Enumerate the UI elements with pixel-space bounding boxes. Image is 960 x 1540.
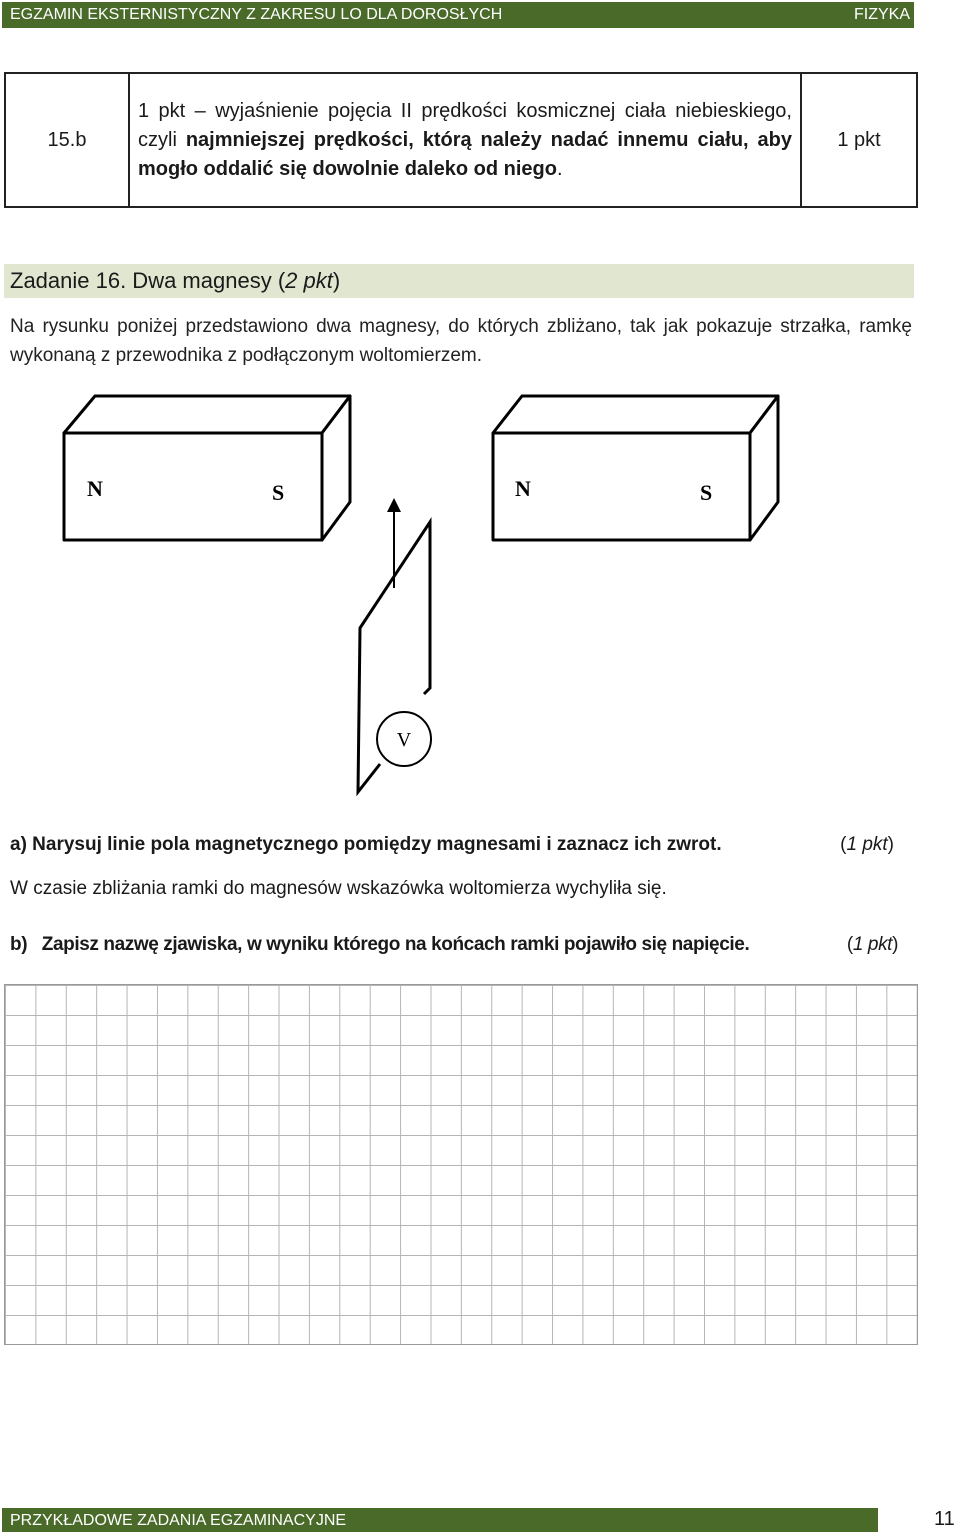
description-plain: 1 pkt – wyjaśnienie pojęcia II prędkości kosmicznej ciała niebieskiego, czyli <box>138 99 792 151</box>
answer-grid[interactable] <box>4 984 918 1345</box>
points-unit: pkt <box>867 934 893 955</box>
table-row <box>5 73 917 207</box>
right-magnet-top-face <box>493 396 778 433</box>
task-points-unit: pkt <box>303 268 333 293</box>
task-title: Zadanie 16. Dwa magnesy ( <box>10 268 286 293</box>
task-heading <box>4 264 914 298</box>
right-magnet-north-label: N <box>515 476 531 501</box>
question-b <box>10 930 910 960</box>
task-points-number: 2 <box>285 268 298 293</box>
question-a-points <box>840 830 894 860</box>
right-magnet-south-label: S <box>700 480 713 505</box>
question-a-text: a) Narysuj linie pola magnetycznego pomiędzy magnesami i zaznacz ich zwrot. <box>10 834 722 855</box>
points-open: ( <box>846 934 853 955</box>
page-header <box>2 2 914 28</box>
voltmeter-label: V <box>396 729 412 751</box>
description-bold: najmniejszej prędkości, którą należy nadać innemu ciału, aby mogło oddalić się dowolnie daleko od niego <box>138 128 792 180</box>
points-number: 1 <box>852 934 864 955</box>
motion-arrow <box>387 498 401 588</box>
header-exam-title: EGZAMIN EKSTERNISTYCZNY Z ZAKRESU LO DLA DOROSŁYCH <box>10 6 503 23</box>
task-intro: Na rysunku poniżej przedstawiono dwa magnesy, do których zbliżano, tak jak pokazuje strzałka, ramkę wykonaną z przewodnika z podłączonym woltomierzem. <box>10 316 912 366</box>
left-magnet-top-face <box>64 396 350 433</box>
points-unit: pkt <box>862 834 888 855</box>
scoring-table <box>4 72 918 208</box>
points-open: ( <box>840 834 847 855</box>
header-subject: FIZYKA <box>853 6 910 23</box>
page-footer <box>2 1508 878 1532</box>
description-end: . <box>556 157 563 180</box>
magnets-figure <box>0 388 960 808</box>
question-a <box>10 830 910 860</box>
points-close: ) <box>887 834 894 855</box>
left-magnet <box>64 396 350 540</box>
footer-text: PRZYKŁADOWE ZADANIA EGZAMINACYJNE <box>10 1512 347 1529</box>
task-title-close: ) <box>332 268 341 293</box>
observation-note: W czasie zbliżania ramki do magnesów wskazówka woltomierza wychyliła się. <box>10 878 667 899</box>
points-cell: 1 pkt <box>801 73 917 207</box>
left-magnet-north-label: N <box>87 476 103 501</box>
points-close: ) <box>892 934 898 955</box>
page-number: 11 <box>934 1508 955 1530</box>
right-magnet <box>493 396 778 540</box>
question-b-points <box>847 930 898 960</box>
question-b-label: b) <box>10 934 28 955</box>
question-b-text: Zapisz nazwę zjawiska, w wyniku którego na końcach ramki pojawiło się napięcie. <box>41 934 750 955</box>
left-magnet-south-label: S <box>272 480 285 505</box>
scoring-description-cell <box>129 73 801 207</box>
points-number: 1 <box>846 834 858 855</box>
task-number-cell: 15.b <box>5 73 129 207</box>
